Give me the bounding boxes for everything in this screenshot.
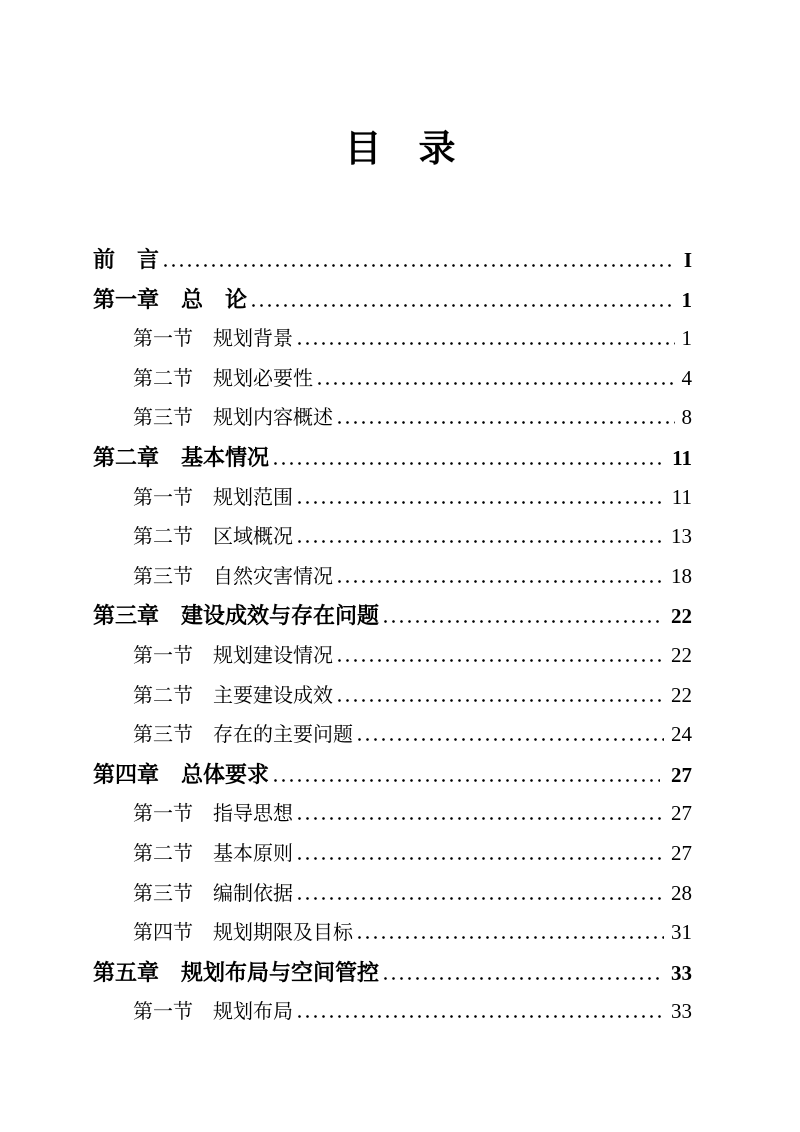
toc-entry-label: 第一节 规划建设情况 (133, 644, 333, 667)
toc-entry-section (93, 992, 692, 1032)
dot-leader (338, 580, 664, 583)
toc-entry-label: 第二章 基本情况 (93, 444, 270, 470)
toc-entry-label: 第二节 区域概况 (133, 526, 293, 549)
page-title: 目 录 (344, 129, 456, 170)
toc-entry-label: 第二节 主要建设成效 (133, 684, 333, 707)
toc-entry-section (93, 319, 692, 359)
toc-entry-label: 第一节 规划布局 (133, 1001, 293, 1024)
toc-entry-chapter (93, 953, 692, 993)
toc-entry-chapter (93, 280, 692, 320)
toc-entry-section (93, 676, 692, 716)
toc-entry-label: 第三节 存在的主要问题 (133, 724, 353, 747)
toc-entry-section (93, 913, 692, 953)
toc-entry-page-number: 22 (671, 642, 692, 667)
dot-leader (358, 738, 664, 741)
toc-entry-label: 第一节 规划背景 (133, 328, 293, 351)
dot-leader (384, 977, 660, 980)
dot-leader (298, 501, 665, 504)
toc-entry-label: 第三章 建设成效与存在问题 (93, 603, 380, 629)
dot-leader (338, 421, 675, 424)
toc-entry-page-number: 22 (671, 682, 692, 707)
toc-entry-section (93, 478, 692, 518)
toc-entry-label: 前 言 (93, 247, 160, 272)
toc-entry-section (93, 398, 692, 438)
toc-entry-label: 第三节 自然灾害情况 (133, 565, 333, 588)
toc-entry-section (93, 834, 692, 874)
dot-leader (298, 1015, 664, 1018)
toc-entry-page-number: 27 (671, 840, 692, 865)
dot-leader (384, 620, 660, 623)
toc-entry-page-number: 22 (671, 604, 692, 629)
dot-leader (274, 779, 660, 782)
toc-entry-section (93, 636, 692, 676)
toc-entry-chapter (93, 438, 692, 478)
dot-leader (318, 382, 675, 385)
toc-entry-chapter (93, 240, 692, 280)
toc-entry-chapter (93, 755, 692, 795)
toc-entry-label: 第二节 规划必要性 (133, 367, 313, 390)
toc-entry-label: 第一节 规划范围 (133, 486, 293, 509)
toc-entry-page-number: 33 (671, 960, 692, 985)
toc-entry-section (93, 517, 692, 557)
dot-leader (298, 540, 664, 543)
toc-entry-page-number: 18 (671, 563, 692, 588)
toc-entry-page-number: 31 (671, 920, 692, 945)
toc-entry-section (93, 715, 692, 755)
toc-entry-page-number: 11 (671, 484, 692, 509)
toc-entry-page-number: 8 (681, 405, 692, 430)
dot-leader (358, 936, 664, 939)
dot-leader (252, 304, 670, 307)
dot-leader (298, 857, 664, 860)
toc-entry-page-number: 33 (671, 999, 692, 1024)
toc-entry-section (93, 359, 692, 399)
toc-entry-label: 第三节 编制依据 (133, 882, 293, 905)
dot-leader (298, 342, 675, 345)
toc-entry-label: 第三节 规划内容概述 (133, 407, 333, 430)
dot-leader (274, 462, 661, 465)
toc-entry-section (93, 557, 692, 597)
toc-entry-page-number: 1 (681, 287, 692, 312)
toc-list (93, 240, 692, 1032)
dot-leader (164, 264, 673, 267)
toc-entry-label: 第五章 规划布局与空间管控 (93, 959, 380, 985)
toc-entry-label: 第四章 总体要求 (93, 761, 270, 787)
toc-entry-label: 第一章 总 论 (93, 286, 248, 312)
toc-entry-section (93, 874, 692, 914)
toc-entry-page-number: 24 (671, 722, 692, 747)
toc-entry-label: 第二节 基本原则 (133, 842, 293, 865)
dot-leader (298, 897, 664, 900)
toc-entry-page-number: 11 (672, 445, 692, 470)
toc-entry-page-number: 27 (671, 801, 692, 826)
toc-entry-label: 第一节 指导思想 (133, 803, 293, 826)
toc-entry-page-number: 4 (681, 365, 692, 390)
dot-leader (338, 659, 664, 662)
dot-leader (338, 699, 664, 702)
toc-entry-chapter (93, 596, 692, 636)
toc-entry-page-number: 13 (671, 524, 692, 549)
toc-entry-label: 第四节 规划期限及目标 (133, 922, 353, 945)
dot-leader (298, 817, 664, 820)
toc-entry-section (93, 794, 692, 834)
toc-entry-page-number: 1 (681, 326, 692, 351)
toc-entry-page-number: 28 (671, 880, 692, 905)
toc-entry-page-number: I (683, 248, 692, 272)
toc-entry-page-number: 27 (671, 762, 692, 787)
